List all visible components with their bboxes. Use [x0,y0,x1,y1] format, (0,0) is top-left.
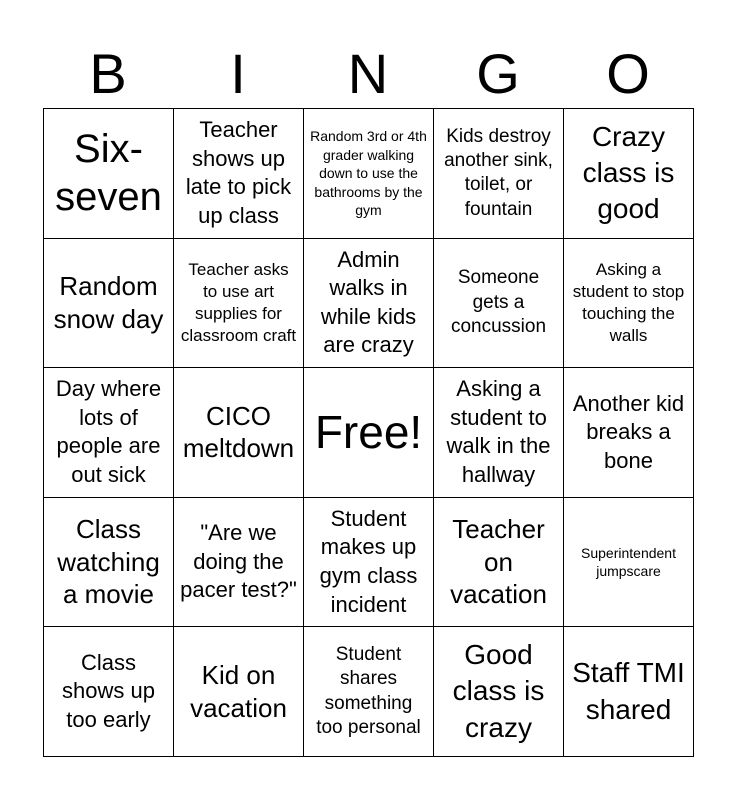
bingo-cell-text: Admin walks in while kids are crazy [320,246,417,358]
bingo-cell-text: Crazy class is good [582,120,675,225]
bingo-cell-text: Student makes up gym class incident [319,505,418,617]
bingo-cell-text: Good class is crazy [452,639,545,743]
bingo-cell-text: Teacher on vacation [450,514,547,610]
bingo-cell-text: Day where lots of people are out sick [55,376,162,488]
bingo-cell-text: Random snow day [53,271,164,334]
bingo-cell[interactable] [304,239,434,369]
bingo-cell[interactable] [434,627,564,757]
bingo-cell-text: Someone gets a concussion [450,267,547,338]
bingo-cell[interactable] [44,627,174,757]
bingo-cell-text: "Are we doing the pacer test?" [180,520,297,603]
bingo-cell[interactable] [434,109,564,239]
bingo-cell-text: Kids destroy another sink, toilet, or fountain [444,125,553,220]
bingo-cell-text: Teacher asks to use art supplies for classroom craft [180,259,297,345]
bingo-cell[interactable] [564,498,694,628]
free-space-cell[interactable] [304,368,434,498]
bingo-cell[interactable] [304,498,434,628]
bingo-cell-text: Six-seven [55,126,162,220]
bingo-cell[interactable] [564,109,694,239]
bingo-cell-text: Superintendent jumpscare [581,544,676,580]
bingo-cell-text: Class shows up too early [62,649,155,732]
header-letter-n: N [347,42,389,105]
bingo-cell[interactable] [304,109,434,239]
bingo-cell-text: Staff TMI shared [572,657,685,725]
bingo-cell[interactable] [44,109,174,239]
bingo-cell[interactable] [434,239,564,369]
bingo-cell[interactable] [44,368,174,498]
bingo-cell[interactable] [564,368,694,498]
bingo-card-grid [43,108,694,757]
bingo-cell-text: Asking a student to walk in the hallway [446,376,551,488]
bingo-cell[interactable] [564,627,694,757]
bingo-cell[interactable] [174,239,304,369]
bingo-cell-text: Asking a student to stop touching the walls [572,259,685,345]
bingo-cell[interactable] [174,498,304,628]
bingo-cell[interactable] [434,498,564,628]
bingo-cell[interactable] [564,239,694,369]
bingo-cell-text: Student shares something too personal [316,644,421,738]
header-letter-g: G [476,42,520,105]
bingo-cell-text: CICO meltdown [182,400,295,464]
header-letter-i: I [230,42,246,105]
free-space-text: Free! [314,406,423,459]
bingo-cell-text: Kid on vacation [190,660,287,723]
bingo-cell[interactable] [44,498,174,628]
bingo-cell-text: Class watching a movie [57,514,160,610]
bingo-cell[interactable] [174,109,304,239]
bingo-cell[interactable] [434,368,564,498]
bingo-header [43,40,693,108]
header-letter-o: O [606,42,650,105]
bingo-cell-text: Teacher shows up late to pick up class [185,117,292,228]
bingo-cell[interactable] [304,627,434,757]
header-letter-b: B [89,42,127,105]
bingo-cell-text: Another kid breaks a bone [572,390,685,473]
bingo-cell[interactable] [174,627,304,757]
bingo-cell-text: Random 3rd or 4th grader walking down to use the bathrooms by the gym [310,128,427,218]
bingo-cell[interactable] [174,368,304,498]
bingo-cell[interactable] [44,239,174,369]
